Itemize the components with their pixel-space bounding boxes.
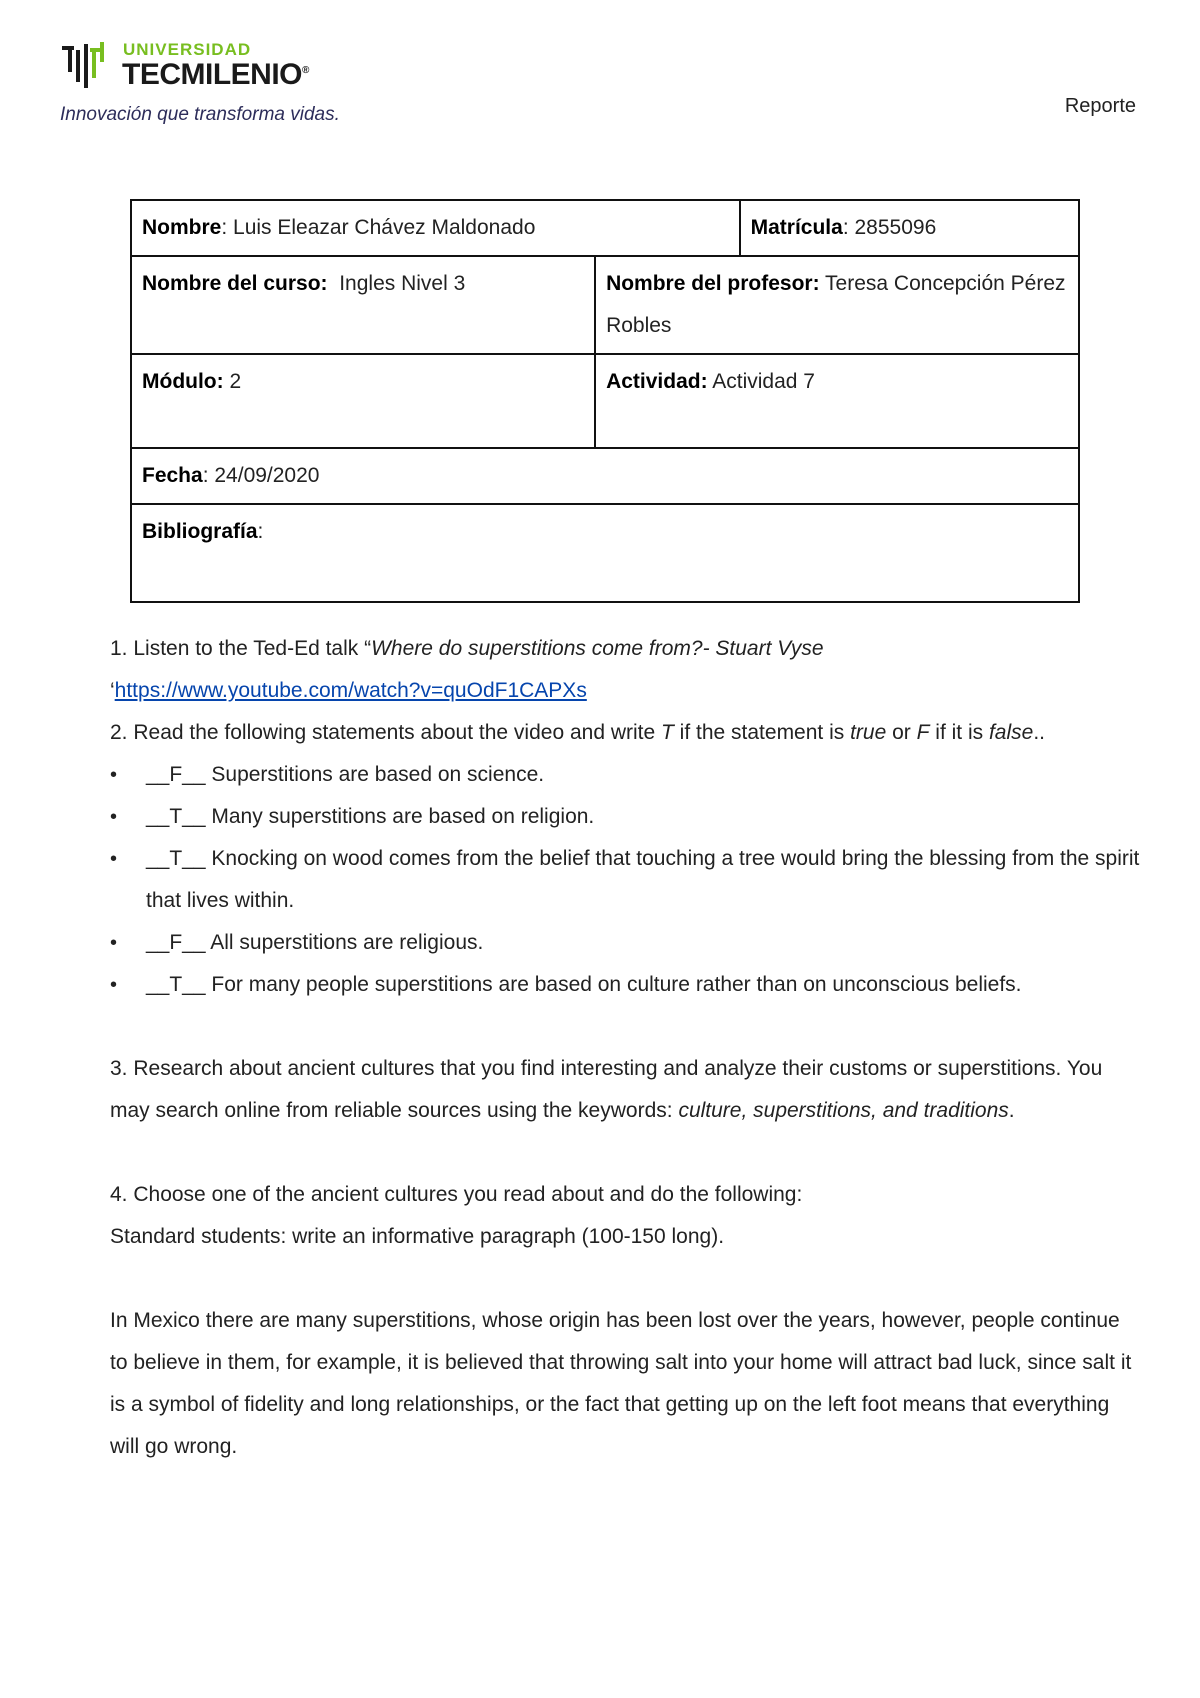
curso-cell	[131, 256, 595, 354]
curso-value: Ingles Nivel 3	[327, 272, 466, 295]
question-1-link-line	[110, 670, 1140, 712]
fecha-value: : 24/09/2020	[202, 464, 320, 487]
q2-text-c: or	[886, 721, 917, 744]
profesor-label: Nombre del profesor:	[606, 272, 820, 295]
nombre-value: : Luis Eleazar Chávez Maldonado	[221, 216, 536, 239]
fecha-label: Fecha	[142, 464, 203, 487]
q1-quote: ‘	[110, 679, 115, 702]
youtube-link[interactable]: https://www.youtube.com/watch?v=quOdF1CAPXs	[114, 679, 587, 702]
statements-list	[110, 754, 1140, 1006]
nombre-cell	[131, 200, 740, 256]
matricula-cell	[740, 200, 1079, 256]
matricula-label: Matrícula	[750, 216, 843, 239]
activity-content	[110, 628, 1140, 1468]
q2-text-b: if the statement is	[673, 721, 851, 744]
bibliografia-value: :	[257, 520, 264, 543]
actividad-cell	[595, 354, 1079, 448]
registered-mark: ®	[302, 65, 309, 76]
profesor-cell	[595, 256, 1079, 354]
q2-text-d: if it is	[929, 721, 989, 744]
actividad-label: Actividad:	[606, 370, 708, 393]
fecha-cell	[131, 448, 1079, 504]
statement-text: __F__ Superstitions are based on science.	[146, 763, 545, 786]
question-4-instructions: Standard students: write an informative paragraph (100-150 long).	[110, 1225, 725, 1248]
bullet-icon: •	[110, 848, 118, 870]
brand-name: TECMILENIO	[122, 58, 302, 91]
bullet-icon: •	[110, 932, 118, 954]
student-info-table	[130, 199, 1080, 603]
question-4: 4. Choose one of the ancient cultures you read about and do the following:	[110, 1183, 803, 1206]
statement-item	[110, 838, 1140, 922]
actividad-value: Actividad 7	[707, 370, 815, 393]
bibliografia-label: Bibliografía	[142, 520, 258, 543]
modulo-cell	[131, 354, 595, 448]
question-3	[110, 1048, 1140, 1132]
brand-main-text	[122, 58, 309, 92]
nombre-label: Nombre	[142, 216, 222, 239]
q2-false: false	[988, 721, 1034, 744]
modulo-label: Módulo:	[142, 370, 224, 393]
brand-top-text: UNIVERSIDAD	[123, 40, 252, 59]
bullet-icon: •	[110, 974, 118, 996]
q2-text-e: ..	[1033, 721, 1045, 744]
q3-keywords: culture, superstitions, and traditions	[678, 1099, 1009, 1122]
brand-tagline: Innovación que transforma vidas.	[60, 104, 340, 125]
bibliografia-cell	[131, 504, 1079, 602]
statement-item	[110, 754, 1140, 796]
question-2	[110, 712, 1140, 754]
answer-paragraph: In Mexico there are many superstitions, whose origin has been lost over the years, however, people continue to believe in them, for example, it is believed that throwing salt into your home will attract bad luck, since salt it is a symbol of fidelity and long relationships, or the fact that getting up on the left foot means that everything will go wrong.	[110, 1309, 1132, 1458]
bullet-icon: •	[110, 806, 118, 828]
tecmilenio-logo-icon	[60, 42, 116, 92]
statement-item	[110, 922, 1140, 964]
q1-talk-title: Where do superstitions come from?- Stuart Vyse	[371, 637, 824, 660]
curso-label: Nombre del curso:	[142, 272, 328, 295]
bullet-icon: •	[110, 764, 118, 786]
q3-end: .	[1008, 1099, 1015, 1122]
q2-text-a: 2. Read the following statements about the video and write	[110, 721, 662, 744]
statement-item	[110, 964, 1140, 1006]
statement-text: __F__ All superstitions are religious.	[146, 931, 484, 954]
statement-text: __T__ For many people superstitions are based on culture rather than on unconscious beliefs.	[146, 973, 1022, 996]
q3-text: 3. Research about ancient cultures that you find interesting and analyze their customs or superstitions. You may search online from reliable sources using the keywords:	[110, 1057, 1103, 1122]
q2-true: true	[850, 721, 887, 744]
report-label: Reporte	[1064, 95, 1136, 117]
question-1	[110, 628, 1140, 670]
q2-f: F	[916, 721, 930, 744]
modulo-value: 2	[223, 370, 242, 393]
university-logo	[60, 40, 360, 130]
statement-item	[110, 796, 1140, 838]
q1-prefix: 1. Listen to the Ted-Ed talk “	[110, 637, 372, 660]
statement-text: __T__ Many superstitions are based on religion.	[146, 805, 595, 828]
statement-text: __T__ Knocking on wood comes from the belief that touching a tree would bring the blessing from the spirit that lives within.	[146, 847, 1140, 912]
q2-t: T	[661, 721, 674, 744]
profesor-value: Teresa Concepción Pérez Robles	[606, 272, 1066, 337]
matricula-value: : 2855096	[842, 216, 937, 239]
